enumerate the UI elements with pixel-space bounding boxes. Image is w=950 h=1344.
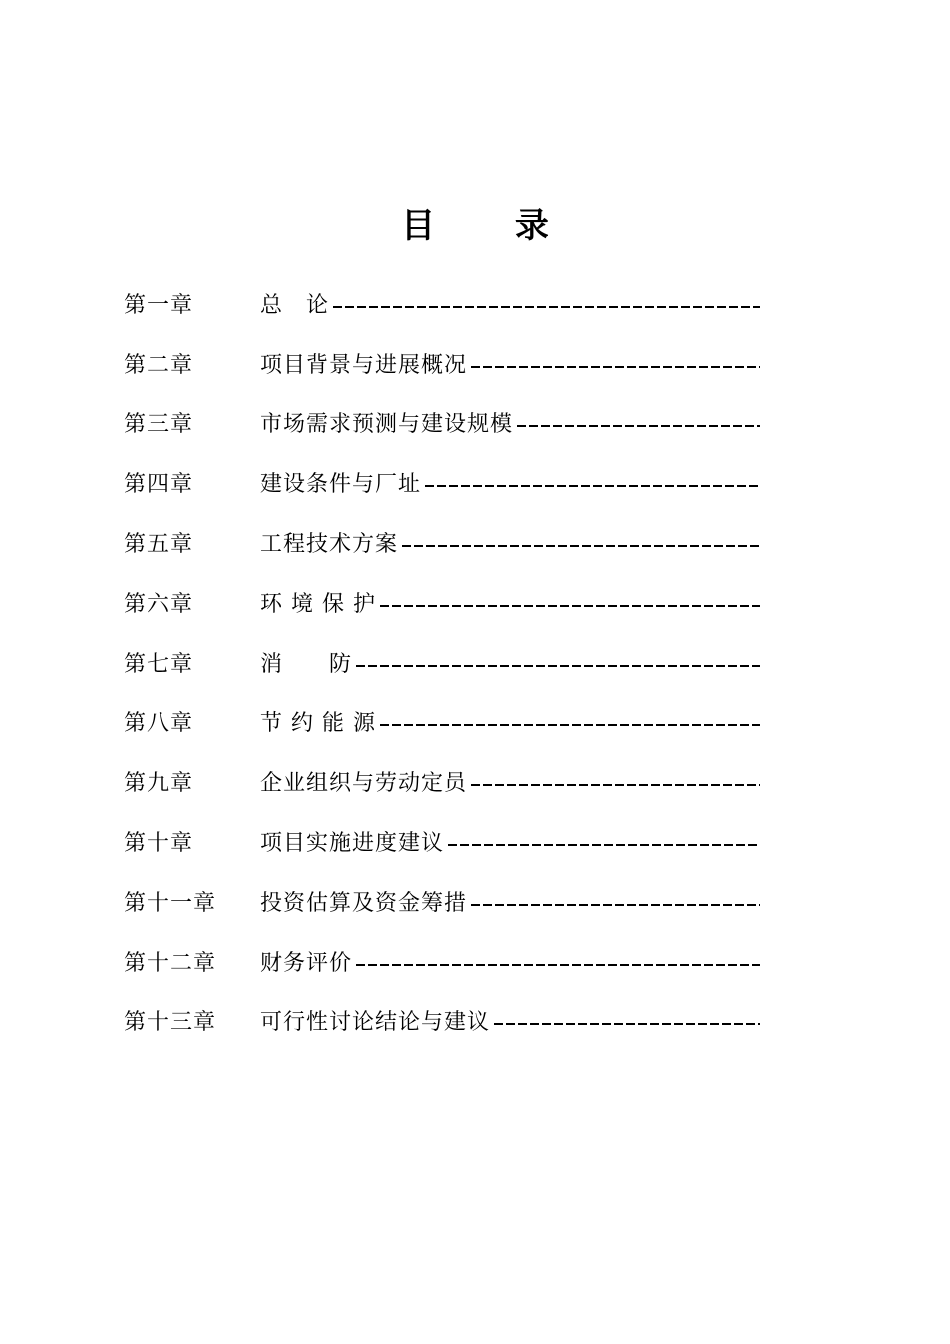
toc-dash-leader bbox=[380, 724, 760, 726]
toc-entry-7[interactable] bbox=[124, 635, 760, 695]
toc-entry-10[interactable] bbox=[124, 814, 760, 874]
toc-chapter-number: 第十一章 bbox=[124, 890, 217, 916]
toc-dash-leader bbox=[494, 1023, 760, 1025]
page-title: 目 录 bbox=[401, 206, 583, 246]
toc-chapter-title: 企业组织与劳动定员 bbox=[260, 771, 468, 797]
toc-entry-2[interactable] bbox=[124, 336, 760, 396]
toc-dash-leader bbox=[356, 964, 760, 966]
toc-chapter-title: 可行性讨论结论与建议 bbox=[260, 1010, 491, 1036]
toc-chapter-title: 工程技术方案 bbox=[260, 532, 399, 558]
toc-dash-leader bbox=[402, 545, 760, 547]
toc-chapter-title: 投资估算及资金筹措 bbox=[260, 890, 468, 916]
toc-entry-4[interactable] bbox=[124, 455, 760, 515]
toc-chapter-number: 第七章 bbox=[124, 651, 194, 677]
toc-chapter-title: 消 防 bbox=[260, 651, 353, 677]
toc-entry-1[interactable] bbox=[124, 276, 760, 336]
toc-entry-5[interactable] bbox=[124, 515, 760, 575]
toc-entry-11[interactable] bbox=[124, 874, 760, 934]
toc-chapter-number: 第三章 bbox=[124, 412, 194, 438]
toc-entry-13[interactable] bbox=[124, 994, 760, 1054]
toc-chapter-number: 第八章 bbox=[124, 711, 194, 737]
toc-entry-6[interactable] bbox=[124, 575, 760, 635]
table-of-contents bbox=[124, 276, 760, 1053]
toc-chapter-number: 第四章 bbox=[124, 472, 194, 498]
toc-dash-leader bbox=[333, 306, 760, 308]
toc-entry-3[interactable] bbox=[124, 396, 760, 456]
toc-dash-leader bbox=[471, 784, 760, 786]
toc-chapter-number: 第十章 bbox=[124, 831, 194, 857]
toc-chapter-number: 第二章 bbox=[124, 352, 194, 378]
toc-chapter-number: 第六章 bbox=[124, 591, 194, 617]
toc-chapter-title: 节 约 能 源 bbox=[260, 711, 376, 737]
toc-entry-8[interactable] bbox=[124, 695, 760, 755]
toc-chapter-title: 环 境 保 护 bbox=[260, 591, 376, 617]
toc-dash-leader bbox=[425, 485, 760, 487]
toc-chapter-title: 总 论 bbox=[260, 292, 330, 318]
toc-chapter-title: 市场需求预测与建设规模 bbox=[260, 412, 514, 438]
toc-dash-leader bbox=[448, 844, 760, 846]
toc-chapter-title: 财务评价 bbox=[260, 950, 353, 976]
toc-chapter-number: 第一章 bbox=[124, 292, 194, 318]
toc-chapter-title: 项目背景与进展概况 bbox=[260, 352, 468, 378]
toc-chapter-number: 第十三章 bbox=[124, 1010, 217, 1036]
toc-chapter-title: 项目实施进度建议 bbox=[260, 831, 445, 857]
toc-chapter-number: 第十二章 bbox=[124, 950, 217, 976]
toc-chapter-title: 建设条件与厂址 bbox=[260, 472, 422, 498]
toc-entry-12[interactable] bbox=[124, 934, 760, 994]
toc-chapter-number: 第九章 bbox=[124, 771, 194, 797]
toc-dash-leader bbox=[471, 904, 760, 906]
toc-dash-leader bbox=[517, 425, 760, 427]
toc-chapter-number: 第五章 bbox=[124, 532, 194, 558]
toc-dash-leader bbox=[356, 665, 760, 667]
toc-entry-9[interactable] bbox=[124, 754, 760, 814]
toc-dash-leader bbox=[380, 605, 760, 607]
toc-dash-leader bbox=[471, 366, 760, 368]
